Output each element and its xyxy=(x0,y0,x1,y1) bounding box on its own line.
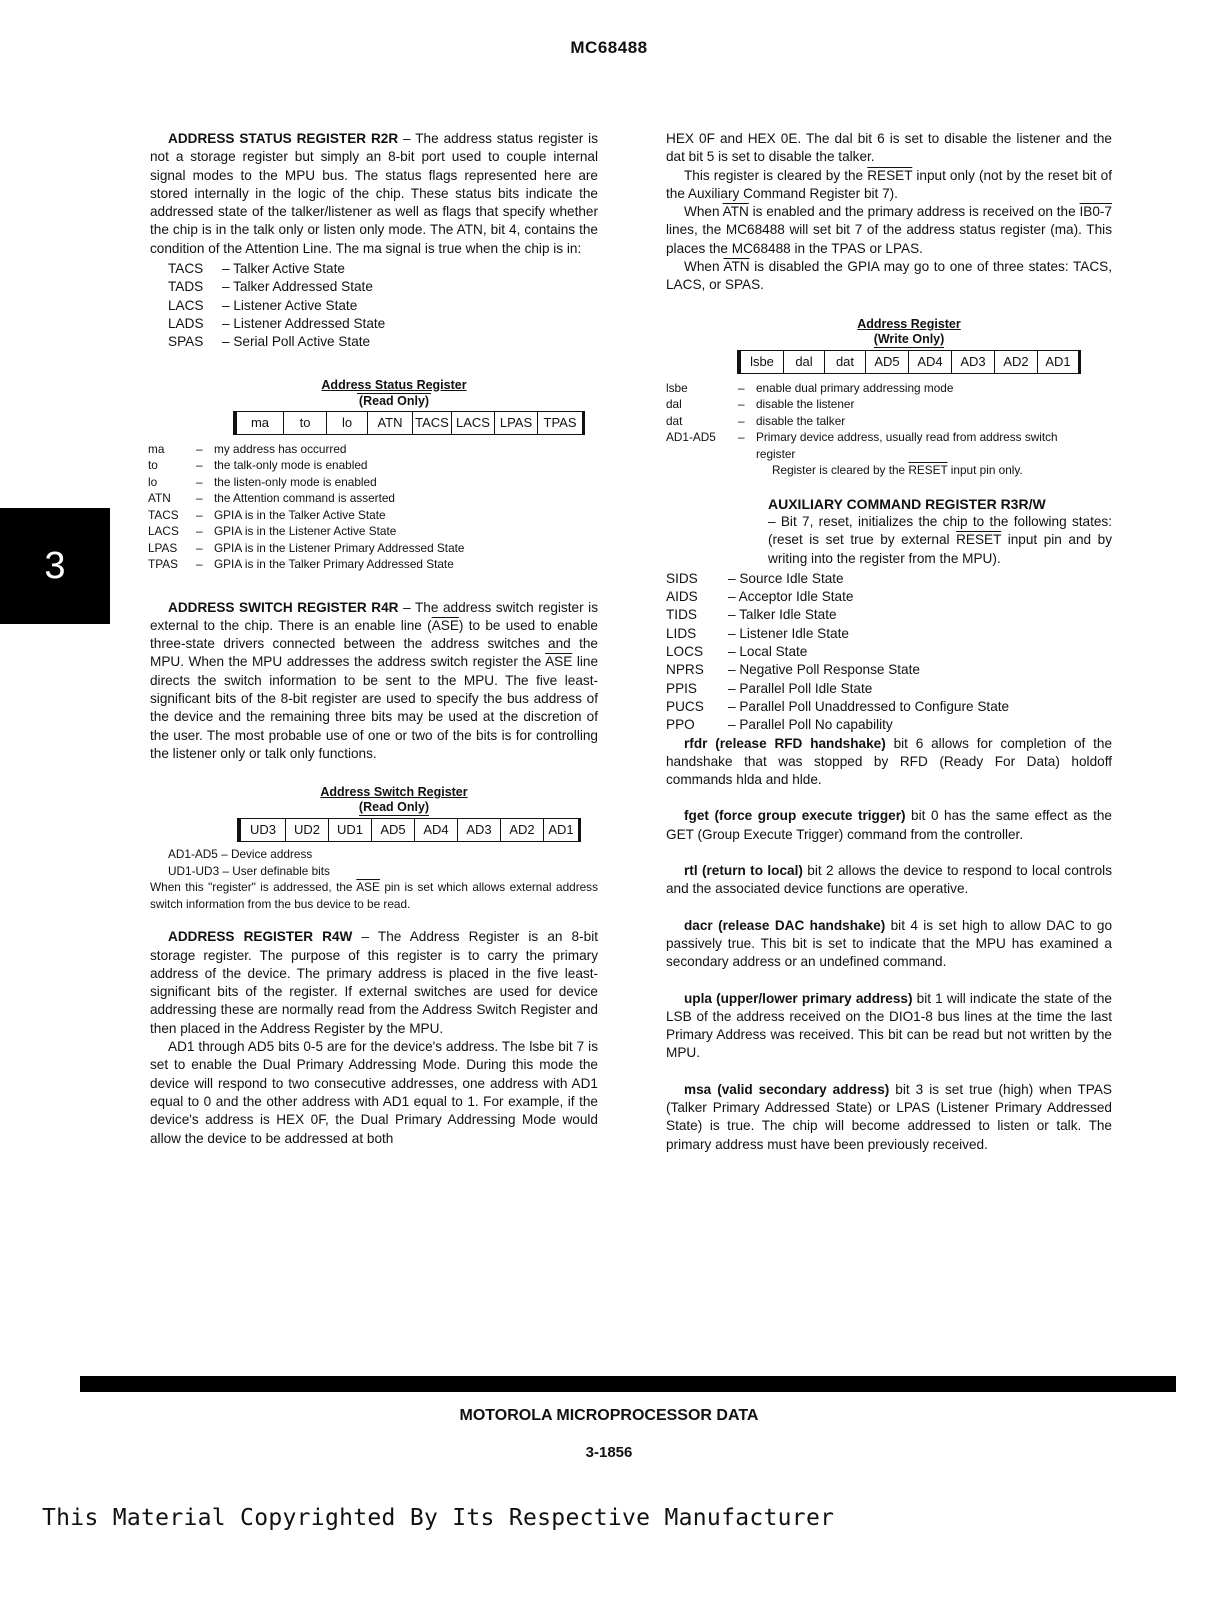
legend-key: to xyxy=(148,458,158,473)
register-cell: TACS xyxy=(413,411,452,435)
list-item xyxy=(666,716,1112,734)
register-subtitle: (Read Only) xyxy=(358,393,430,408)
page-header: MC68488 xyxy=(570,38,648,57)
address-status-legend xyxy=(148,441,598,573)
state-abbr: SIDS xyxy=(666,570,698,586)
text-span: is enabled and the primary address is received on the xyxy=(748,204,1080,220)
legend-row: TACS – GPIA is in the Talker Active State xyxy=(148,507,386,522)
bit-upla xyxy=(666,990,1112,1063)
state-abbr: LADS xyxy=(168,315,204,331)
bit-text: bit 1 will indicate the state of the LSB of the address received on the DIO1-8 bus lines at the time the last Primary Address was received. This bit can be read but not written by the MPU. xyxy=(666,990,1112,1061)
state-abbr: AIDS xyxy=(666,589,698,605)
state-desc: – Talker Idle State xyxy=(728,607,837,623)
state-desc: – Serial Poll Active State xyxy=(222,334,371,350)
bit-dacr xyxy=(666,917,1112,972)
address-register-legend xyxy=(666,380,1112,479)
state-abbr: LIDS xyxy=(666,625,697,641)
legend-value: GPIA is in the Listener Active State xyxy=(214,524,397,539)
bit-text: bit 4 is set high to allow DAC to go passively true. This bit is set to indicate that the MPU has examined a secondary address or an undefined command. xyxy=(666,917,1113,970)
ase-signal: $\overline{ASE}$ xyxy=(431,617,459,633)
legend-key: ma xyxy=(148,441,165,456)
paragraph xyxy=(666,167,1112,204)
reset-signal: RESET xyxy=(908,463,948,478)
bit-msa xyxy=(666,1081,1112,1154)
state-desc: – Parallel Poll No capability xyxy=(728,717,893,733)
state-desc: – Talker Active State xyxy=(222,261,345,277)
state-abbr: PUCS xyxy=(666,698,704,714)
r4r-heading: ADDRESS SWITCH REGISTER R4R xyxy=(168,599,399,615)
list-item xyxy=(168,297,598,315)
bit-fget xyxy=(666,807,1112,844)
register-cells xyxy=(220,411,598,435)
list-item xyxy=(666,698,1112,716)
register-title xyxy=(706,317,1112,348)
register-cells xyxy=(706,350,1112,374)
legend-value: disable the talker xyxy=(756,413,846,428)
state-desc: – Talker Addressed State xyxy=(222,279,373,295)
register-cell: UD1 xyxy=(329,818,372,842)
text-span: input pin only. xyxy=(947,463,1023,478)
state-abbr: LOCS xyxy=(666,644,704,660)
legend-row: LPAS – GPIA is in the Listener Primary Addressed State xyxy=(148,540,465,555)
legend-value: the Attention command is asserted xyxy=(214,491,395,506)
section-tab: 3 xyxy=(0,508,110,624)
text-span: – Bit 7, reset, initializes the chip to the following states: (reset is set true by external xyxy=(768,513,1112,548)
list-item xyxy=(168,315,598,333)
switch-note-a: When this "register" is addressed, the xyxy=(150,880,357,895)
bit-text: bit 2 allows the device to respond to local controls and the associated device functions are operative. xyxy=(666,863,1112,897)
r3rw-heading: AUXILIARY COMMAND REGISTER R3R/W xyxy=(768,495,1046,512)
r4w-paragraph xyxy=(150,928,598,1038)
register-cell: AD3 xyxy=(458,818,501,842)
bit-text: bit 0 has the same effect as the GET (Group Execute Trigger) command from the controller. xyxy=(666,808,1112,842)
r4w-paragraph-2: AD1 through AD5 bits 0-5 are for the device's address. The lsbe bit 7 is set to enable the Dual Primary Addressing Mode. During this mode the device will respond to two consecutive addresses, one address with AD1 equal to 0 and the other address with AD1 equal to 1. For example, if the device's address is HEX 0F, the Dual Primary Addressing Mode would allow the device to be addressed at both xyxy=(150,1039,598,1146)
legend-row: LACS – GPIA is in the Listener Active State xyxy=(148,524,397,539)
list-item xyxy=(168,333,598,351)
register-cell: lo xyxy=(327,411,368,435)
address-register-diagram xyxy=(666,317,1112,374)
register-cell: to xyxy=(284,411,327,435)
register-cell: dal xyxy=(784,350,825,374)
legend-row: dal – disable the listener xyxy=(666,397,855,412)
paragraph xyxy=(666,258,1112,295)
legend-value: the listen-only mode is enabled xyxy=(214,474,377,489)
r4r-paragraph xyxy=(150,599,598,764)
register-cell: AD2 xyxy=(995,350,1038,374)
r3rw-text xyxy=(768,513,1112,568)
register-cell: LACS xyxy=(452,411,495,435)
legend-key: lsbe xyxy=(666,380,688,395)
state-abbr: PPIS xyxy=(666,680,697,696)
register-cell: AD4 xyxy=(415,818,458,842)
legend-row: dat – disable the talker xyxy=(666,413,846,428)
register-cell: LPAS xyxy=(495,411,538,435)
legend-row: to – the talk-only mode is enabled xyxy=(148,458,368,473)
r4r-text-a: – The address switch register is external to the chip. There is an enable line ( xyxy=(150,599,598,633)
bit-text: bit 6 allows for completion of the handshake that was stopped by RFD (Ready For Data) holdoff commands hlda and hlde. xyxy=(666,735,1113,788)
register-cells xyxy=(220,818,598,842)
state-desc: – Listener Idle State xyxy=(728,625,849,641)
register-cell: AD3 xyxy=(952,350,995,374)
state-abbr: TACS xyxy=(168,261,204,277)
state-abbr: PPO xyxy=(666,717,695,733)
bit-heading: rtl (return to local) xyxy=(684,863,803,879)
legend-key: ATN xyxy=(148,491,171,506)
register-cell: UD2 xyxy=(286,818,329,842)
state-desc: – Listener Active State xyxy=(222,297,358,313)
legend-value: my address has occurred xyxy=(214,441,347,456)
register-cell: dat xyxy=(825,350,866,374)
state-abbr: NPRS xyxy=(666,662,704,678)
address-switch-legend xyxy=(150,846,598,912)
r2r-state-list xyxy=(168,260,598,351)
register-cell: TPAS xyxy=(538,411,585,435)
state-desc: – Parallel Poll Unaddressed to Configure State xyxy=(728,698,1010,714)
list-item xyxy=(168,278,598,296)
list-item xyxy=(666,606,1112,624)
legend-row: TPAS – GPIA is in the Talker Primary Addressed State xyxy=(148,557,454,572)
register-title xyxy=(190,378,598,409)
bit-heading: rfdr (release RFD handshake) xyxy=(684,735,886,751)
list-item xyxy=(666,661,1112,679)
legend-value: the talk-only mode is enabled xyxy=(214,458,368,473)
legend-value: GPIA is in the Talker Primary Addressed State xyxy=(214,557,454,572)
reset-signal: RESET xyxy=(956,532,1002,548)
r2r-paragraph xyxy=(150,130,598,258)
legend-key: TPAS xyxy=(148,557,178,572)
legend-row: ATN – the Attention command is asserted xyxy=(148,491,395,506)
bit-heading: msa (valid secondary address) xyxy=(684,1081,890,1097)
register-title-text: Address Status Register xyxy=(321,377,467,392)
list-item xyxy=(168,260,598,278)
register-cell: lsbe xyxy=(737,350,784,374)
atn-signal: $\overline{ATN}$ xyxy=(723,259,750,275)
address-switch-register-diagram xyxy=(150,785,598,842)
r3rw-block xyxy=(666,495,1112,568)
register-cell: UD3 xyxy=(237,818,286,842)
switch-note xyxy=(150,879,598,912)
text-span: When xyxy=(684,259,724,275)
legend-row: lo – the listen-only mode is enabled xyxy=(148,474,377,489)
text-span: input pin and by writing into the register from the MPU). xyxy=(768,532,1112,566)
text-span: When xyxy=(684,204,723,220)
footer-title: MOTOROLA MICROPROCESSOR DATA xyxy=(459,1407,759,1424)
text-span: is disabled the GPIA may go to one of three states: TACS, LACS, or SPAS. xyxy=(666,259,1112,293)
left-column xyxy=(150,130,598,1148)
state-desc: – Local State xyxy=(728,644,808,660)
state-desc: – Negative Poll Response State xyxy=(728,662,920,678)
register-cell: AD2 xyxy=(501,818,544,842)
text-span: Register is cleared by the xyxy=(772,463,909,478)
register-cell: AD1 xyxy=(544,818,581,842)
ib-signal: IB0-7 xyxy=(1079,204,1112,220)
r2r-heading: ADDRESS STATUS REGISTER R2R xyxy=(168,131,399,146)
text-span: input only (not by the reset bit of the Auxiliary Command Register bit 7). xyxy=(666,167,1112,201)
legend-row: ma – my address has occurred xyxy=(148,441,347,456)
bit-text: bit 3 is set true (high) when TPAS (Talker Primary Addressed State) or LPAS (Listener Primary Addressed State) is true. The chip will become addressed to listen or talk. The primary address must have been previously received. xyxy=(666,1081,1112,1152)
ase-signal: $\overline{ASE}$ xyxy=(545,654,573,670)
address-status-register-diagram xyxy=(150,378,598,435)
register-title-text: Address Switch Register xyxy=(320,785,468,800)
r4r-text-c: line directs the switch information to be sent to the MPU. The five least-significant bits of the 8-bit register are used to specify the bus address of the device and the remaining three bits may be used at the discretion of the user. The most probable use of one or two of the bits is for controlling the listener only or talk only functions. xyxy=(150,654,599,761)
right-column xyxy=(666,130,1112,1154)
page-number: 3-1856 xyxy=(585,1444,633,1461)
bit-heading: dacr (release DAC handshake) xyxy=(684,917,886,933)
register-cell: AD5 xyxy=(866,350,909,374)
legend-value: GPIA is in the Listener Primary Addressed State xyxy=(214,540,465,555)
register-subtitle: (Write Only) xyxy=(873,331,945,346)
legend-value: Primary device address, usually read from address switch register xyxy=(756,430,1058,461)
r3rw-state-list xyxy=(666,570,1112,735)
copyright-notice: This Material Copyrighted By Its Respective Manufacturer xyxy=(42,1505,835,1531)
state-abbr: TADS xyxy=(168,279,204,295)
legend-key: AD1-AD5 xyxy=(666,430,716,445)
legend-row: AD1-AD5 – Device address xyxy=(168,847,313,862)
register-title xyxy=(190,785,598,816)
footer-rule xyxy=(80,1376,1176,1392)
register-cell: ATN xyxy=(368,411,413,435)
legend-key: lo xyxy=(148,474,158,489)
legend-row: AD1-AD5 – Primary device address, usually read from address switch register xyxy=(666,429,1112,462)
bit-heading: upla (upper/lower primary address) xyxy=(684,990,913,1006)
register-cell: AD4 xyxy=(909,350,952,374)
text-span: This register is cleared by the xyxy=(684,167,868,183)
legend-value: enable dual primary addressing mode xyxy=(756,380,954,395)
atn-signal: $\overline{ATN}$ xyxy=(722,204,749,220)
list-item xyxy=(666,570,1112,588)
text-span: lines, the MC68488 will set bit 7 of the address status register (ma). This places the MC68488 in the TPAS or LPAS. xyxy=(666,222,1112,256)
list-item xyxy=(666,643,1112,661)
r4r-text-b: ) to be used to enable three-state drivers connected between the address switches and the MPU. When the MPU addresses the address switch register the xyxy=(150,617,598,670)
bit-rfdr xyxy=(666,735,1112,790)
state-desc: – Parallel Poll Idle State xyxy=(728,680,873,696)
paragraph xyxy=(666,203,1112,258)
legend-key: LACS xyxy=(148,524,179,539)
switch-note-b: pin is set which allows external address switch information from the bus device to be read. xyxy=(150,880,598,911)
bit-rtl xyxy=(666,862,1112,899)
list-item xyxy=(666,680,1112,698)
state-abbr: TIDS xyxy=(666,607,697,623)
legend-value: disable the listener xyxy=(756,397,855,412)
state-abbr: SPAS xyxy=(168,334,204,350)
bit-heading: fget (force group execute trigger) xyxy=(684,808,906,824)
legend-row: UD1-UD3 – User definable bits xyxy=(168,863,330,878)
reset-signal: RESET xyxy=(867,167,913,183)
state-desc: – Acceptor Idle State xyxy=(728,589,854,605)
register-subtitle: (Read Only) xyxy=(358,800,430,815)
legend-row: lsbe – enable dual primary addressing mode xyxy=(666,380,954,395)
paragraph: HEX 0F and HEX 0E. The dal bit 6 is set to disable the listener and the dat bit 5 is set to disable the talker. xyxy=(666,131,1112,165)
legend-key: LPAS xyxy=(148,540,178,555)
register-cell: AD1 xyxy=(1038,350,1081,374)
list-item xyxy=(666,625,1112,643)
r4w-text: – The Address Register is an 8-bit storage register. The purpose of this register is to carry the primary address of the device. The primary address is placed in the five least-significant bits of the register. If external switches are used for device addressing these are normally read from the Address Switch Register and then placed in the Address Register by the MPU. xyxy=(150,929,599,1036)
state-abbr: LACS xyxy=(168,297,204,313)
state-desc: – Listener Addressed State xyxy=(222,315,386,331)
legend-key: TACS xyxy=(148,507,179,522)
register-cell: AD5 xyxy=(372,818,415,842)
r4w-heading: ADDRESS REGISTER R4W xyxy=(168,929,353,945)
register-title-text: Address Register xyxy=(857,316,961,331)
state-desc: – Source Idle State xyxy=(728,570,844,586)
legend-value: GPIA is in the Talker Active State xyxy=(214,507,386,522)
ase-signal: $\overline{ASE}$ xyxy=(356,880,380,895)
cleared-note xyxy=(666,462,1112,479)
register-cell: ma xyxy=(233,411,284,435)
legend-key: dat xyxy=(666,413,683,428)
legend-key: dal xyxy=(666,397,682,412)
r2r-text: – The address status register is not a storage register but simply an 8-bit port used to couple internal signal modes to the MPU bus. The status flags represented here are stored internally in the logic of the chip. These status bits indicate the addressed state of the talker/listener as well as flags that specify whether the chip is in the talk only or listen only mode. The ATN, bit 4, contains the condition of the Attention Line. The ma signal is true when the chip is in: xyxy=(150,131,598,256)
list-item xyxy=(666,588,1112,606)
